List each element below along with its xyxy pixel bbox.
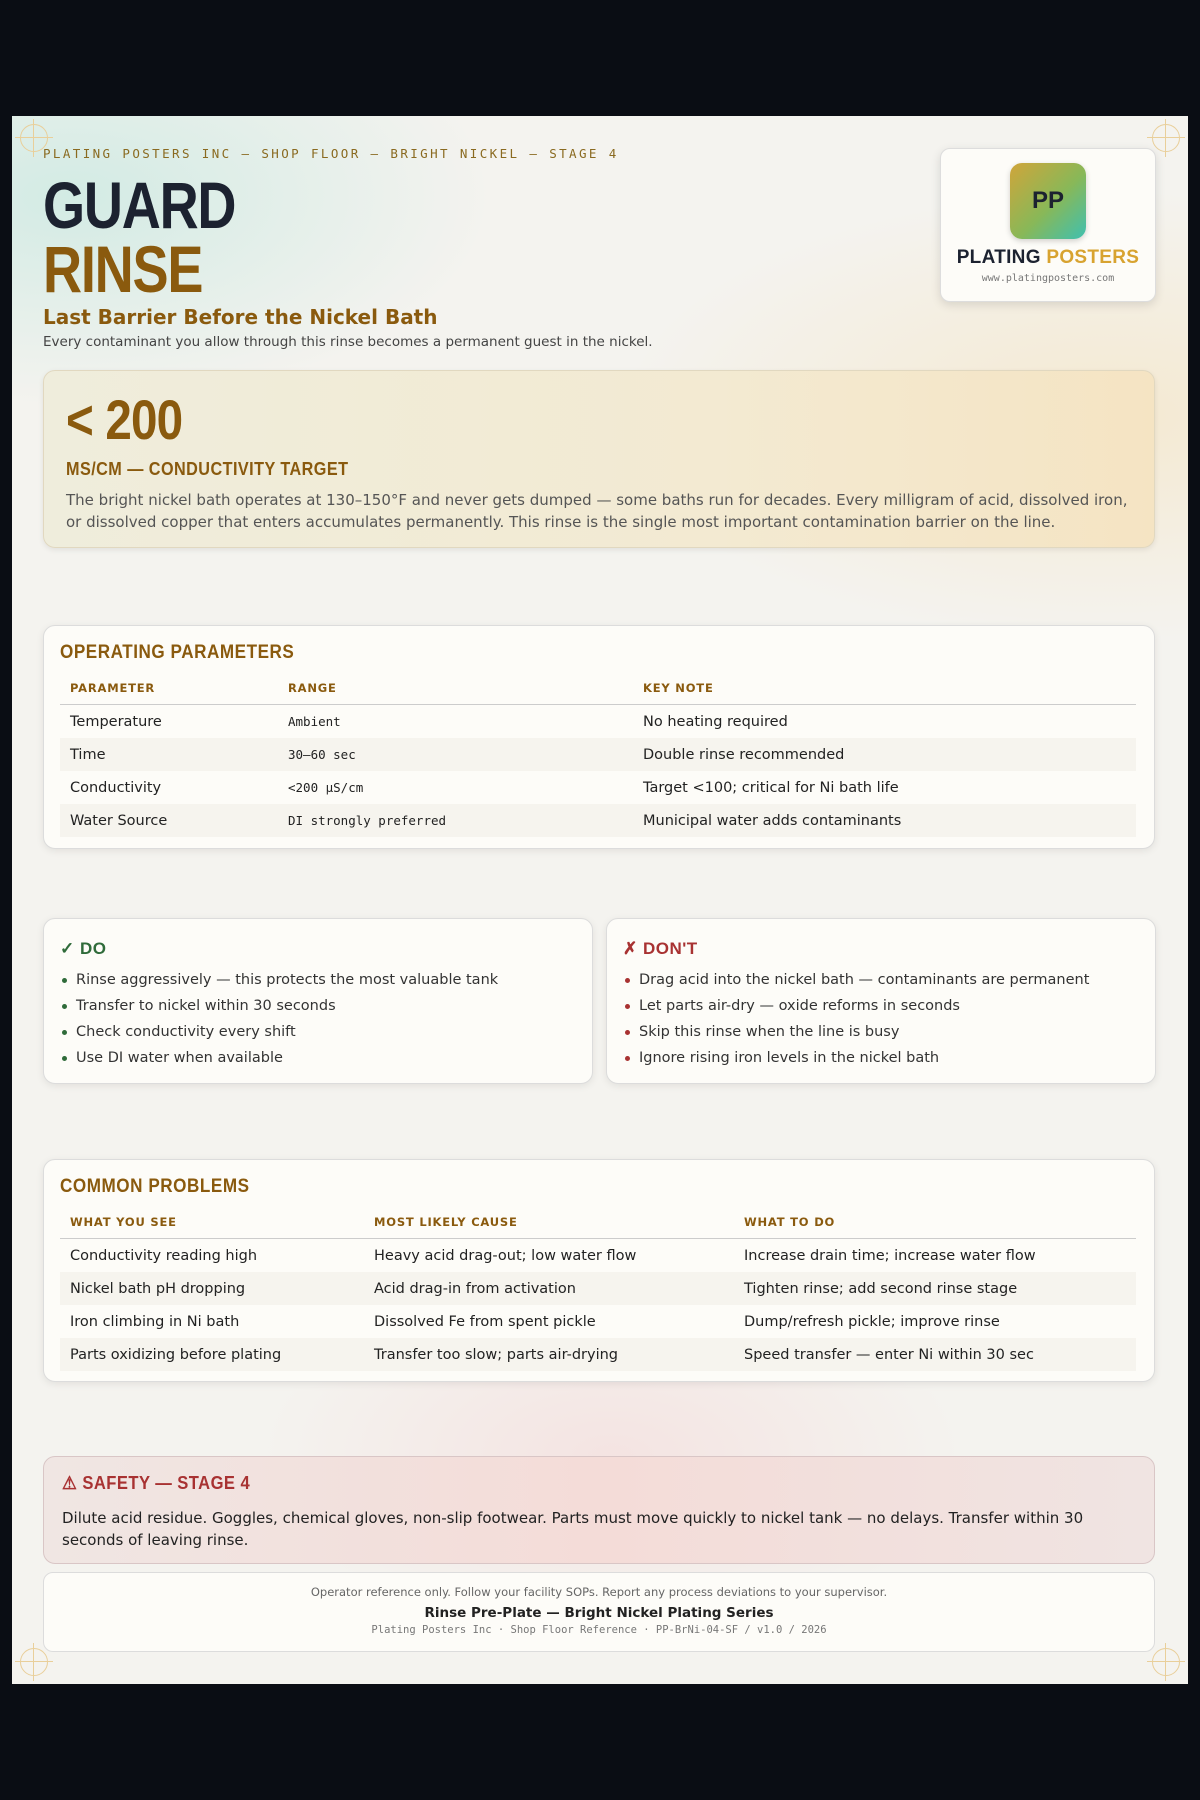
crosshair-icon bbox=[20, 1648, 48, 1676]
table-cell: Tighten rinse; add second rinse stage bbox=[734, 1272, 1136, 1305]
table-row bbox=[60, 1338, 1136, 1371]
do-title: ✓ DO bbox=[60, 939, 107, 958]
dont-title: ✗ DON'T bbox=[623, 939, 698, 958]
logo-name-part1: PLATING bbox=[956, 247, 1041, 268]
table-cell: Ambient bbox=[288, 714, 341, 729]
logo-badge: PP bbox=[1010, 163, 1086, 239]
parameters-table bbox=[60, 678, 1136, 837]
eyebrow: PLATING POSTERS INC — SHOP FLOOR — BRIGHT NICKEL — STAGE 4 bbox=[43, 146, 619, 161]
page-title bbox=[43, 168, 666, 306]
table-cell: DI strongly preferred bbox=[278, 804, 633, 837]
table-cell: Parts oxidizing before plating bbox=[60, 1338, 364, 1371]
column-header: KEY NOTE bbox=[633, 678, 1136, 705]
common-problems-card bbox=[43, 1159, 1155, 1382]
table-cell: 30–60 sec bbox=[278, 738, 633, 771]
table-cell: Speed transfer — enter Ni within 30 sec bbox=[734, 1338, 1136, 1371]
table-row bbox=[60, 804, 1136, 837]
header bbox=[43, 146, 803, 350]
do-card bbox=[43, 918, 593, 1084]
conductivity-callout bbox=[43, 370, 1155, 548]
table-row bbox=[60, 1239, 1136, 1273]
logo-url: www.platingposters.com bbox=[981, 273, 1115, 284]
operating-parameters-card bbox=[43, 625, 1155, 849]
table-cell: <200 µS/cm bbox=[288, 780, 364, 795]
safety-body: Dilute acid residue. Goggles, chemical gloves, non-slip footwear. Parts must move quickly to nickel tank — no delays. Transfer within 30 seconds of leaving rinse. bbox=[62, 1509, 1084, 1549]
dont-list bbox=[623, 967, 1089, 1071]
table-row bbox=[60, 705, 1136, 739]
target-value: < 200 bbox=[66, 388, 183, 451]
table-cell: Time bbox=[60, 738, 278, 771]
do-list bbox=[60, 967, 498, 1071]
table-cell: Nickel bath pH dropping bbox=[60, 1272, 364, 1305]
dont-card bbox=[606, 918, 1156, 1084]
table-cell: Acid drag-in from activation bbox=[364, 1272, 734, 1305]
list-item: Check conductivity every shift bbox=[60, 1019, 498, 1045]
table-cell: Transfer too slow; parts air-drying bbox=[364, 1338, 734, 1371]
tagline: Every contaminant you allow through this rinse becomes a permanent guest in the nickel. bbox=[43, 334, 653, 350]
table-cell: Target <100; critical for Ni bath life bbox=[643, 779, 899, 796]
table-cell: Conductivity reading high bbox=[70, 1247, 258, 1264]
table-row bbox=[60, 771, 1136, 804]
table-cell: Conductivity bbox=[70, 779, 162, 796]
section-title: COMMON PROBLEMS bbox=[60, 1176, 250, 1197]
safety-callout bbox=[43, 1456, 1155, 1564]
list-item: Transfer to nickel within 30 seconds bbox=[60, 993, 498, 1019]
title-line2: RINSE bbox=[43, 232, 203, 306]
table-cell: Dissolved Fe from spent pickle bbox=[374, 1313, 596, 1330]
target-label: MS/CM — CONDUCTIVITY TARGET bbox=[66, 459, 349, 479]
footer-disclaimer: Operator reference only. Follow your facility SOPs. Report any process deviations to your supervisor. bbox=[310, 1585, 888, 1599]
subtitle: Last Barrier Before the Nickel Bath bbox=[43, 305, 438, 329]
table-cell: Dump/refresh pickle; improve rinse bbox=[744, 1313, 1000, 1330]
crosshair-icon bbox=[1152, 1648, 1180, 1676]
column-header: RANGE bbox=[278, 678, 633, 705]
table-cell: Temperature bbox=[70, 713, 162, 730]
table-cell: Increase drain time; increase water flow bbox=[744, 1247, 1036, 1264]
logo-name-part2: POSTERS bbox=[1046, 247, 1140, 268]
list-item: Drag acid into the nickel bath — contaminants are permanent bbox=[623, 967, 1089, 993]
table-cell: Water Source bbox=[60, 804, 278, 837]
poster bbox=[12, 116, 1188, 1684]
logo-name bbox=[941, 247, 1155, 269]
column-header: WHAT TO DO bbox=[734, 1212, 1136, 1239]
crosshair-icon bbox=[1152, 124, 1180, 152]
column-header: PARAMETER bbox=[60, 678, 278, 705]
title-line1: GUARD bbox=[43, 168, 236, 242]
problems-table bbox=[60, 1212, 1136, 1371]
list-item: Let parts air-dry — oxide reforms in seconds bbox=[623, 993, 1089, 1019]
table-row bbox=[60, 1272, 1136, 1305]
logo-card bbox=[940, 148, 1156, 302]
table-cell: Iron climbing in Ni bath bbox=[70, 1313, 240, 1330]
table-cell: Double rinse recommended bbox=[633, 738, 1136, 771]
list-item: Rinse aggressively — this protects the most valuable tank bbox=[60, 967, 498, 993]
footer-code: Plating Posters Inc · Shop Floor Reference · PP-BrNi-04-SF / v1.0 / 2026 bbox=[371, 1624, 827, 1636]
column-header: MOST LIKELY CAUSE bbox=[364, 1212, 734, 1239]
list-item: Ignore rising iron levels in the nickel bath bbox=[623, 1045, 1089, 1071]
table-row bbox=[60, 738, 1136, 771]
table-cell: Heavy acid drag-out; low water flow bbox=[374, 1247, 637, 1264]
list-item: Skip this rinse when the line is busy bbox=[623, 1019, 1089, 1045]
safety-title: ⚠ SAFETY — STAGE 4 bbox=[62, 1473, 251, 1493]
table-cell: No heating required bbox=[643, 713, 788, 730]
column-header: WHAT YOU SEE bbox=[60, 1212, 364, 1239]
section-title: OPERATING PARAMETERS bbox=[60, 642, 295, 663]
target-description: The bright nickel bath operates at 130–150°F and never gets dumped — some baths run for decades. Every milligram of acid, dissolved iron, or dissolved copper that enters accumulates permanently. This rinse is the single most important contamination barrier on the line. bbox=[66, 491, 1128, 531]
table-row bbox=[60, 1305, 1136, 1338]
footer bbox=[43, 1572, 1155, 1652]
table-cell: Municipal water adds contaminants bbox=[633, 804, 1136, 837]
footer-series: Rinse Pre-Plate — Bright Nickel Plating Series bbox=[424, 1605, 774, 1621]
list-item: Use DI water when available bbox=[60, 1045, 498, 1071]
